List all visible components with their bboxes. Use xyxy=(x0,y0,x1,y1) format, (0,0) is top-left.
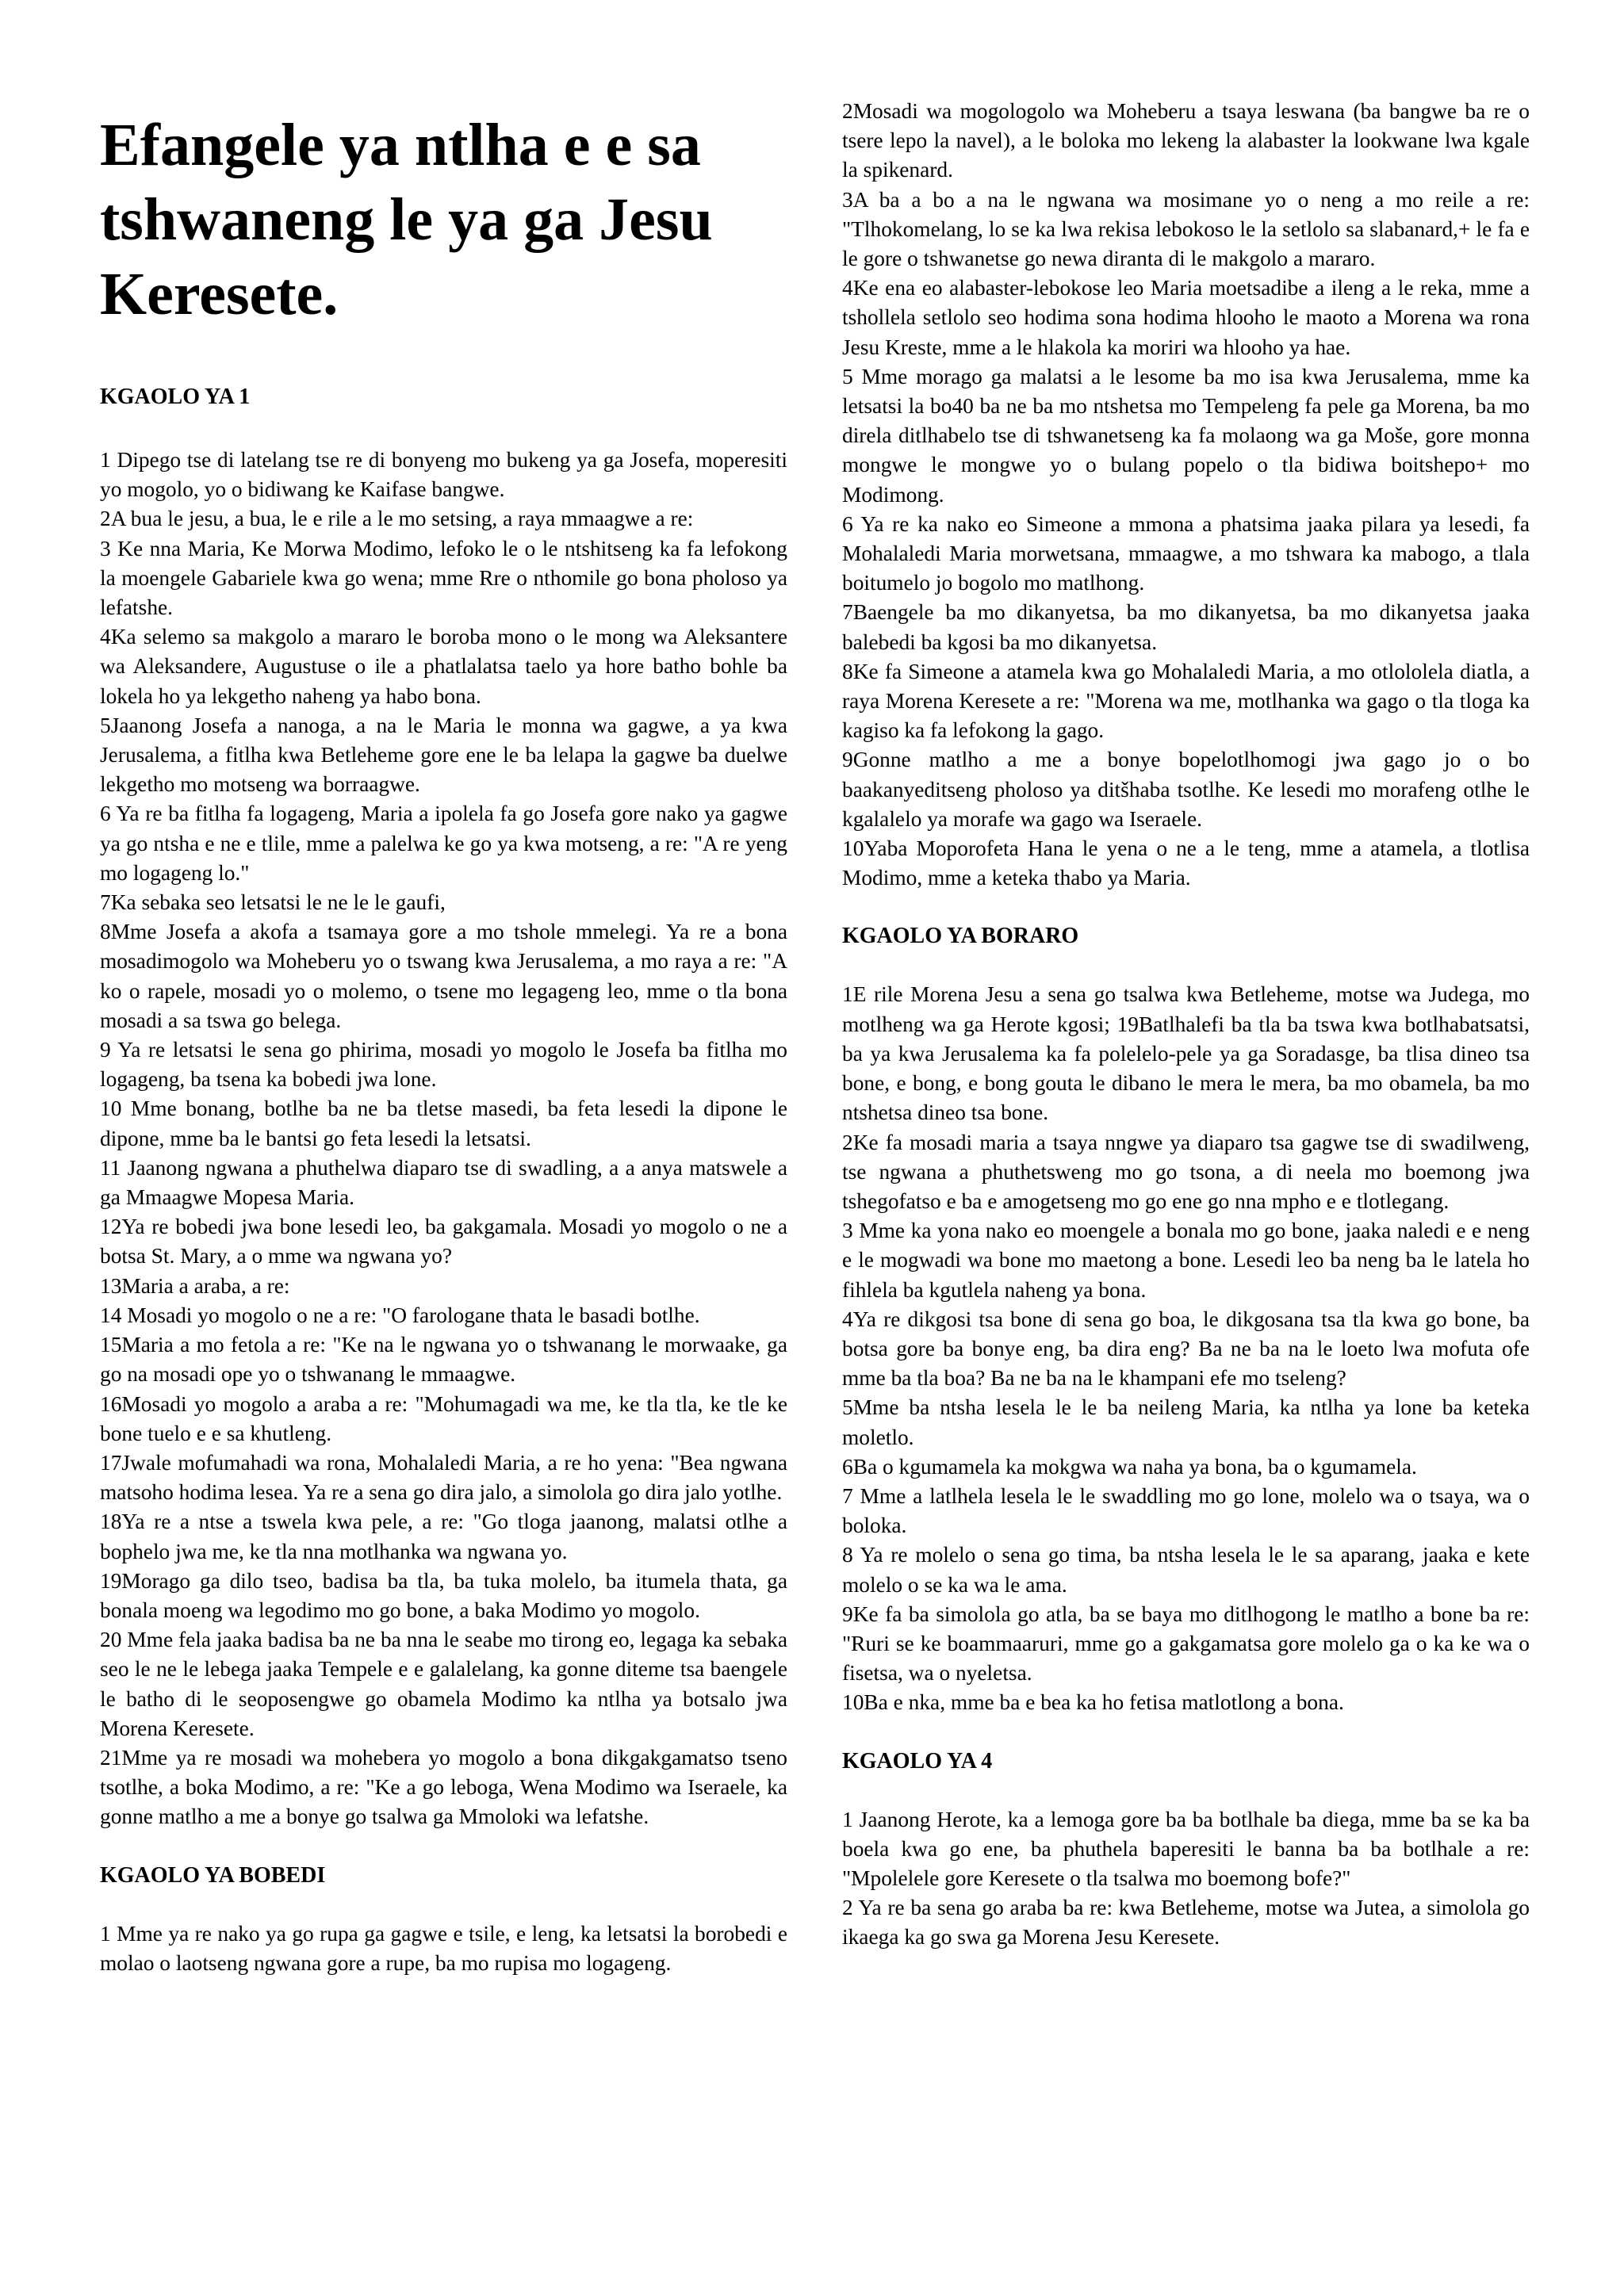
verse: 6Ba o kgumamela ka mokgwa wa naha ya bona, ba o kgumamela. xyxy=(842,1454,1417,1479)
verse: 10 Mme bonang, botlhe ba ne ba tletse masedi, ba feta lesedi la dipone le dipone, mme ba le bantsi go feta lesedi la letsatsi. xyxy=(100,1096,787,1150)
verse: 2Ke fa mosadi maria a tsaya nngwe ya diaparo tsa gagwe tse di swadilweng, tse ngwana a phuthetsweng mo go tsona, a di neela mo boemong jwa tshegofatso e ba e amogetseng mo go ene go nna mpho e e tlotlegang. xyxy=(842,1130,1530,1213)
verse: 5Mme ba ntsha lesela le le ba neileng Maria, ka ntlha ya lone ba keteka moletlo. xyxy=(842,1395,1530,1449)
verse: 2Mosadi wa mogologolo wa Moheberu a tsaya leswana (ba bangwe ba re o tsere lepo la navel), a le boloka mo lekeng la alabaster la lookwane lwa kgale la spikenard. xyxy=(842,99,1530,182)
verse: 1 Dipego tse di latelang tse re di bonyeng mo bukeng ya ga Josefa, moperesiti yo mogolo, yo o bidiwang ke Kaifase bangwe. xyxy=(100,448,787,502)
chapter-4-heading: KGAOLO YA 4 xyxy=(842,1748,993,1774)
verse: 11 Jaanong ngwana a phuthelwa diaparo tse di swadling, a a anya matswele a ga Mmaagwe Mopesa Maria. xyxy=(100,1155,787,1210)
verse: 12Ya re bobedi jwa bone lesedi leo, ba gakgamala. Mosadi yo mogolo o ne a botsa St. Mary, a o mme wa ngwana yo? xyxy=(100,1215,787,1269)
left-column xyxy=(100,97,787,1978)
verse: 8Ke fa Simeone a atamela kwa go Mohalaledi Maria, a mo otlololela diatla, a raya Morena Keresete a re: "Morena wa me, motlhanka wa gago o tla tloga ka kagiso ka fa lefokong la gago. xyxy=(842,659,1530,743)
verse: 18Ya re a ntse a tswela kwa pele, a re: "Go tloga jaanong, malatsi otlhe a bophelo jwa me, ke tla nna motlhanka wa ngwana yo. xyxy=(100,1510,787,1563)
verse: 1 Jaanong Herote, ka a lemoga gore ba ba botlhale ba diega, mme ba se ka ba boela kwa go ene, ba phuthela baperesiti le banna ba ba botlhale a re: "Mpolelele gore Keresete o tla tsalwa mo boemong bofe?" xyxy=(842,1807,1530,1890)
verse: 3 Mme ka yona nako eo moengele a bonala mo go bone, jaaka naledi e e neng e le mogwadi wa bone mo maetong a bone. Lesedi leo ba neng ba le latela ho fihlela ba kgutlela naheng ya bona. xyxy=(842,1219,1530,1302)
chapter-3-heading: KGAOLO YA BORARO xyxy=(842,924,1079,949)
chapter-2-heading: KGAOLO YA BOBEDI xyxy=(100,1862,326,1888)
chapter-2-continued xyxy=(842,97,1530,893)
verse: 17Jwale mofumahadi wa rona, Mohalaledi Maria, a re ho yena: "Bea ngwana matsoho hodima lesea. Ya re a sena go dira jalo, a simolola go dira jalo yotlhe. xyxy=(100,1450,787,1505)
right-column xyxy=(842,97,1530,1953)
verse: 10Yaba Moporofeta Hana le yena o ne a le teng, mme a atamela, a tlotlisa Modimo, mme a keteka thabo ya Maria. xyxy=(842,836,1530,890)
verse: 4Ke ena eo alabaster-lebokose leo Maria moetsadibe a ileng a le reka, mme a tshollela setlolo seo hodima sona hodima hlooho le maoto a Morena wa rona Jesu Kreste, mme a le hlakola ka moriri wa hlooho ya hae. xyxy=(842,276,1530,359)
chapter-4-body xyxy=(842,1805,1530,1953)
verse: 13Maria a araba, a re: xyxy=(100,1273,290,1298)
chapter-1-heading: KGAOLO YA 1 xyxy=(100,385,251,409)
verse: 20 Mme fela jaaka badisa ba ne ba nna le seabe mo tirong eo, legaga ka sebaka seo le ne le lebega jaaka Tempele e e galalelang, ka gonne diteme tsa baengele le batho di le seoposengwe go obamela Modimo ka ntlha ya botsalo jwa Morena Keresete. xyxy=(100,1628,787,1740)
verse: 5 Mme morago ga malatsi a le lesome ba mo isa kwa Jerusalema, mme ka letsatsi la bo40 ba ne ba mo ntshetsa mo Tempeleng fa pele ga Morena, ba mo direla ditlhabelo tse di tshwanetseng ka fa molaong wa ga Moše, gore monna mongwe le mongwe yo o bulang popelo o tla bidiwa boitshepo+ mo Modimong. xyxy=(842,364,1530,507)
verse: 1 Mme ya re nako ya go rupa ga gagwe e tsile, e leng, ka letsatsi la borobedi e molao o laotseng ngwana gore a rupe, ba mo rupisa mo logageng. xyxy=(100,1921,787,1975)
verse: 9Ke fa ba simolola go atla, ba se baya mo ditlhogong le matlho a bone ba re: "Ruri se ke boammaaruri, mme go a gakgamatsa gore molelo ga o ka ke wa o fisetsa, wa o nyeletsa. xyxy=(842,1601,1530,1686)
verse: 7 Mme a latlhela lesela le le swaddling mo go lone, molelo wa o tsaya, wa o boloka. xyxy=(842,1483,1530,1538)
verse: 6 Ya re ba fitlha fa logageng, Maria a ipolela fa go Josefa gore nako ya gagwe ya go ntsha e ne e tlile, mme a palelwa ke go ya kwa motseng, a re: "A re yeng mo logageng lo." xyxy=(100,802,787,885)
verse: 7Baengele ba mo dikanyetsa, ba mo dikanyetsa, ba mo dikanyetsa jaaka balebedi ba kgosi ba mo dikanyetsa. xyxy=(842,600,1530,654)
verse: 4Ya re dikgosi tsa bone di sena go boa, le dikgosana tsa tla kwa go bone, ba botsa gore ba bonye eng, ba dira eng? Ba ne ba na le loeto lwa mofuta ofe mme ba tla boa? Ba ne ba na le khampani efe mo tseleng? xyxy=(842,1307,1530,1391)
document-title: Efangele ya ntlha e e sa tshwaneng le ya ga Jesu Keresete. xyxy=(100,112,713,327)
verse: 14 Mosadi yo mogolo o ne a re: "O farologane thata le basadi botlhe. xyxy=(100,1303,700,1327)
verse: 5Jaanong Josefa a nanoga, a na le Maria le monna wa gagwe, a ya kwa Jerusalema, a fitlha kwa Betleheme gore ene le ba lelapa la gagwe ba duelwe lekgetho mo motseng wa borraagwe. xyxy=(100,713,787,797)
verse: 21Mme ya re mosadi wa mohebera yo mogolo a bona dikgakgamatso tseno tsotlhe, a boka Modimo, a re: "Ke a go leboga, Wena Modimo wa Iseraele, ka gonne matlho a me a bonye go tsalwa ga Mmoloki wa lefatshe. xyxy=(100,1745,787,1829)
verse: 15Maria a mo fetola a re: "Ke na le ngwana yo o tshwanang le morwaake, ga go na mosadi ope yo o tshwanang le mmaagwe. xyxy=(100,1333,787,1387)
chapter-3-body xyxy=(842,980,1530,1717)
chapter-1-body xyxy=(100,446,787,1832)
verse: 10Ba e nka, mme ba e bea ka ho fetisa matlotlong a bona. xyxy=(842,1690,1344,1715)
verse: 2A bua le jesu, a bua, le e rile a le mo setsing, a raya mmaagwe a re: xyxy=(100,507,694,531)
verse: 2 Ya re ba sena go araba ba re: kwa Betleheme, motse wa Jutea, a simolola go ikaega ka go swa ga Morena Jesu Keresete. xyxy=(842,1896,1530,1950)
verse: 4Ka selemo sa makgolo a mararo le boroba mono o le mong wa Aleksantere wa Aleksandere, Augustuse o ile a phatlalatsa taelo ya hore batho bohle ba lokela ho ya lekgetho naheng ya habo bona. xyxy=(100,625,787,708)
verse: 7Ka sebaka seo letsatsi le ne le le gaufi, xyxy=(100,890,446,915)
verse: 9Gonne matlho a me a bonye bopelotlhomogi jwa gago jo o bo baakanyeditseng pholoso ya ditšhaba tsotlhe. Ke lesedi mo morafeng otlhe le kgalalelo ya morafe wa gago wa Iseraele. xyxy=(842,748,1530,831)
verse: 16Mosadi yo mogolo a araba a re: "Mohumagadi wa me, ke tla tla, ke tle ke bone tuelo e e sa khutleng. xyxy=(100,1391,787,1445)
verse: 8Mme Josefa a akofa a tsamaya gore a mo tshole mmelegi. Ya re a bona mosadimogolo wa Moheberu yo o tswang kwa Jerusalema, a mo raya a re: "A ko o rapele, mosadi yo o molemo, o tsene mo legageng leo, mme o tla bona mosadi a sa tswa go belega. xyxy=(100,920,787,1032)
verse: 1E rile Morena Jesu a sena go tsalwa kwa Betleheme, motse wa Judega, mo motlheng wa ga Herote kgosi; 19Batlhalefi ba tla ba tswa kwa botlhabatsatsi, ba ya kwa Jerusalema ka fa polelelo-pele ya ga Soradasge, ba tlisa dineo tsa bone, e bong, e bong gouta le dibano le mera le mera, ba mo obamela, ba mo ntshetsa dineo tsa bone. xyxy=(842,982,1530,1125)
verse: 9 Ya re letsatsi le sena go phirima, mosadi yo mogolo le Josefa ba fitlha mo logageng, ba tsena ka bobedi jwa lone. xyxy=(100,1038,787,1092)
verse: 19Morago ga dilo tseo, badisa ba tla, ba tuka molelo, ba itumela thata, ga bonala moeng wa legodimo mo go bone, a baka Modimo yo mogolo. xyxy=(100,1568,787,1622)
chapter-2-body xyxy=(100,1919,787,1978)
verse: 8 Ya re molelo o sena go tima, ba ntsha lesela le le sa aparang, jaaka e kete molelo o se ka wa le ama. xyxy=(842,1543,1530,1597)
verse: 3A ba a bo a na le ngwana wa mosimane yo o neng a mo reile a re: "Tlhokomelang, lo se ka lwa rekisa lebokoso le la setlolo sa slabanard,+ le fa e le gore o tshwanetse go newa diranta di le makgolo a mararo. xyxy=(842,187,1530,271)
verse: 6 Ya re ka nako eo Simeone a mmona a phatsima jaaka pilara ya lesedi, fa Mohalaledi Maria morwetsana, mmaagwe, a mo tshwara ka mabogo, a tlala boitumelo jo bogolo mo matlhong. xyxy=(842,511,1530,595)
verse: 3 Ke nna Maria, Ke Morwa Modimo, lefoko le o le ntshitseng ka fa lefokong la moengele Gabariele kwa go wena; mme Rre o nthomile go bona pholoso ya lefatshe. xyxy=(100,536,787,620)
